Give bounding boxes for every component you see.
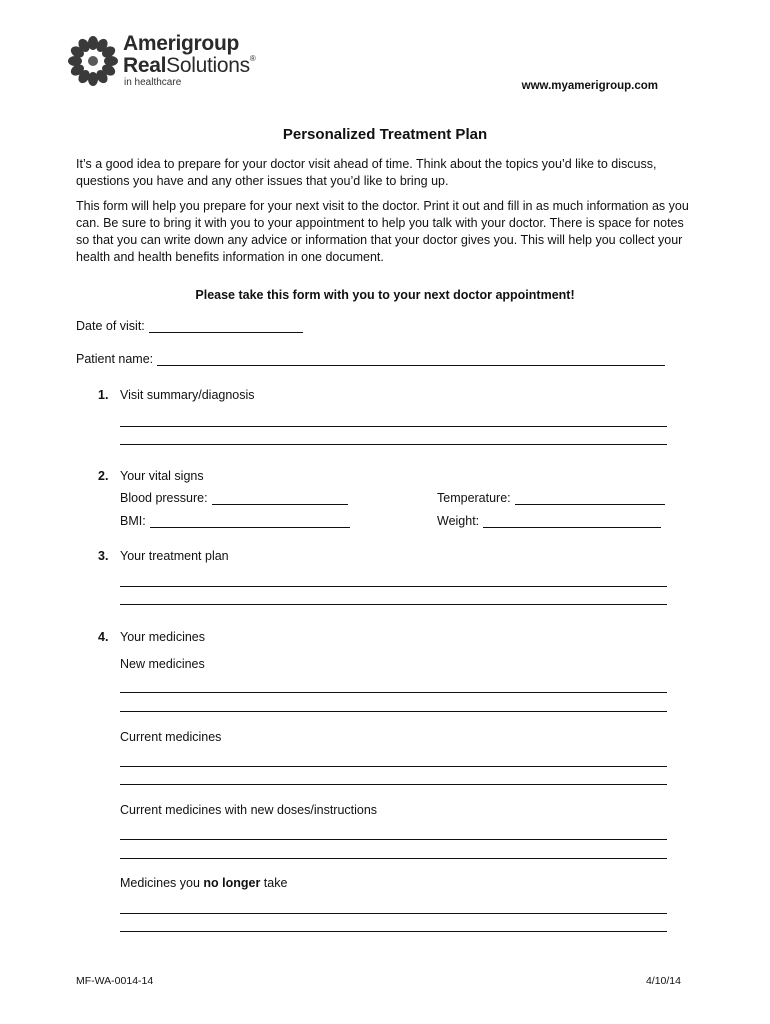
logo-brand-real: Real (123, 54, 167, 77)
current-medicines-label: Current medicines (120, 730, 222, 744)
instruction-text: Please take this form with you to your next doctor appointment! (195, 288, 575, 302)
logo-brand-solutions: Solutions (166, 54, 250, 77)
weight-row (437, 513, 661, 528)
new-medicines-line-2[interactable] (120, 711, 667, 712)
date-of-visit-label: Date of visit: (76, 319, 145, 333)
bmi-label: BMI: (120, 514, 146, 528)
temperature-field[interactable] (515, 490, 665, 505)
no-longer-take-line-2[interactable] (120, 931, 667, 932)
patient-name-row (76, 351, 665, 366)
section-number: 4. (98, 630, 109, 644)
no-longer-suffix: take (260, 876, 288, 890)
treatment-plan-line-1[interactable] (120, 586, 667, 587)
new-doses-label: Current medicines with new doses/instructions (120, 803, 378, 817)
section-number: 2. (98, 469, 109, 483)
intro-paragraph-2: This form will help you prepare for your next visit to the doctor. Print it out and fill in as much information as you can. Be sure to bring it with you to your appointment to help you talk with your doctor. There is space for notes so that you can write down any advice or information that your doctor gives you. This will help you collect your health and health benefits information in one document. (76, 199, 689, 264)
temperature-label: Temperature: (437, 491, 511, 505)
new-medicines-line-1[interactable] (120, 692, 667, 693)
no-longer-take-label (120, 876, 287, 890)
section-medicines (98, 630, 205, 644)
section-vital-signs (98, 469, 204, 483)
visit-summary-line-1[interactable] (120, 426, 667, 427)
website-url[interactable]: www.myamerigroup.com (521, 80, 658, 92)
date-of-visit-row (76, 318, 303, 333)
new-doses-line-1[interactable] (120, 839, 667, 840)
logo-emblem-icon (68, 36, 118, 86)
no-longer-prefix: Medicines you (120, 876, 204, 890)
logo-tagline: in healthcare (124, 77, 182, 88)
bmi-row (120, 513, 350, 528)
section-visit-summary (98, 388, 255, 402)
registered-mark: ® (249, 54, 256, 63)
patient-name-field[interactable] (157, 351, 665, 366)
date-of-visit-field[interactable] (149, 318, 303, 333)
logo-brand-name: Amerigroup (123, 32, 240, 55)
section-label: Your treatment plan (120, 549, 229, 563)
section-treatment-plan (98, 549, 229, 563)
treatment-plan-line-2[interactable] (120, 604, 667, 605)
form-date: 4/10/14 (645, 975, 681, 987)
weight-label: Weight: (437, 514, 480, 528)
blood-pressure-field[interactable] (212, 490, 348, 505)
current-medicines-line-1[interactable] (120, 766, 667, 767)
form-code: MF-WA-0014-14 (76, 975, 154, 987)
bmi-field[interactable] (150, 513, 350, 528)
logo-brand-subname (123, 54, 255, 78)
section-label: Visit summary/diagnosis (120, 388, 255, 402)
section-label: Your vital signs (120, 469, 204, 483)
temperature-row (437, 490, 665, 505)
current-medicines-line-2[interactable] (120, 784, 667, 785)
new-medicines-label: New medicines (120, 657, 205, 671)
section-label: Your medicines (120, 630, 206, 644)
no-longer-emphasis: no longer (203, 876, 261, 890)
visit-summary-line-2[interactable] (120, 444, 667, 445)
section-number: 1. (98, 388, 109, 402)
intro-paragraph-1: It’s a good idea to prepare for your doctor visit ahead of time. Think about the topics you’d like to discuss, questions you have and any other issues that you’d like to bring up. (76, 157, 657, 188)
blood-pressure-row (120, 490, 348, 505)
brand-logo (68, 30, 268, 92)
section-number: 3. (98, 549, 109, 563)
patient-name-label: Patient name: (76, 352, 154, 366)
blood-pressure-label: Blood pressure: (120, 491, 208, 505)
page-title: Personalized Treatment Plan (282, 126, 488, 143)
no-longer-take-line-1[interactable] (120, 913, 667, 914)
weight-field[interactable] (483, 513, 661, 528)
new-doses-line-2[interactable] (120, 858, 667, 859)
